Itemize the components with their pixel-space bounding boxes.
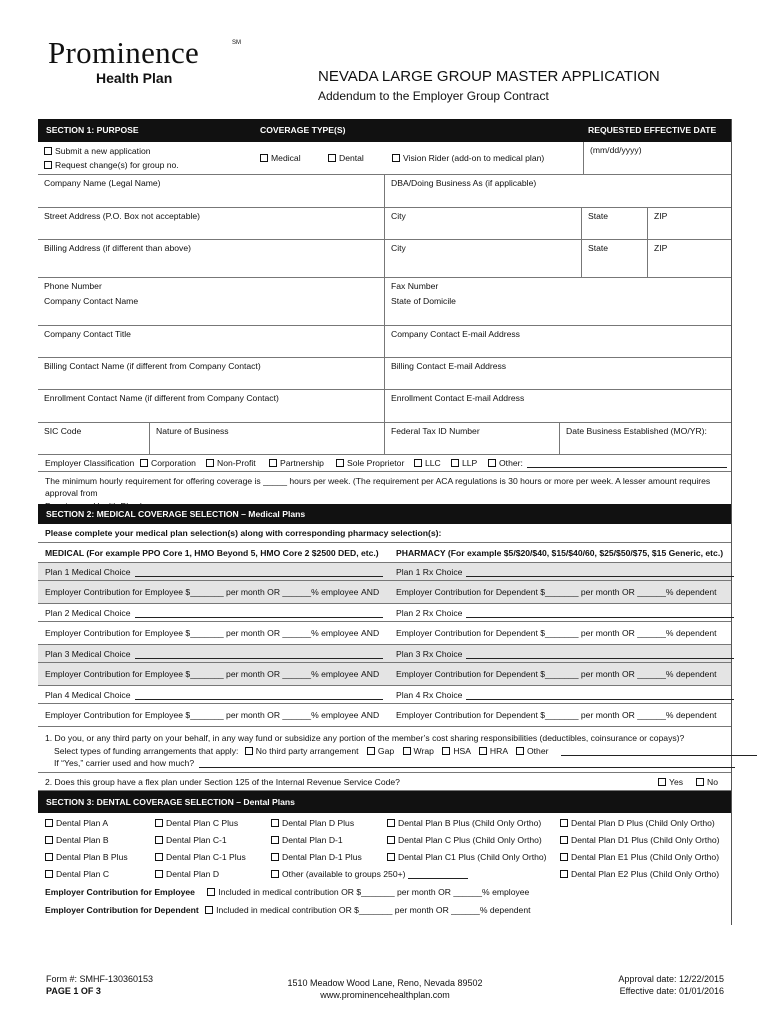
sic-row bbox=[38, 423, 731, 455]
purpose-row bbox=[38, 142, 731, 175]
coverage-types-title: COVERAGE TYPE(S) bbox=[260, 125, 346, 136]
plan-contrib-row bbox=[38, 581, 731, 604]
yes-label: Yes bbox=[669, 777, 684, 787]
contact-title-row bbox=[38, 326, 731, 358]
dependent-contribution[interactable]: Employer Contribution for Dependent $_______ per month OR ______% dependent bbox=[396, 587, 717, 597]
dental-dep-text: Included in medical contribution OR $_______ per month OR ______% dependent bbox=[216, 905, 531, 915]
no-label: No bbox=[707, 777, 718, 787]
checkbox[interactable] bbox=[206, 459, 214, 467]
enroll-contact-field[interactable] bbox=[38, 390, 385, 422]
and-label: AND bbox=[361, 710, 380, 720]
dental-plan-label: Dental Plan C1 Plus (Child Only Ortho) bbox=[398, 852, 547, 862]
fax-field[interactable] bbox=[385, 278, 731, 293]
prominence-logo bbox=[48, 34, 248, 94]
rx-choice-label: Plan 1 Rx Choice bbox=[396, 567, 463, 577]
checkbox[interactable] bbox=[328, 154, 336, 162]
rx-choice-label: Plan 2 Rx Choice bbox=[396, 608, 463, 618]
dental-plan-option[interactable] bbox=[155, 852, 246, 862]
hours-note-1: The minimum hourly requirement for offering coverage is _____ hours per week. (The requirement per ACA regulations is 30 hours or more per week. A lesser amount requires approval from bbox=[45, 476, 711, 499]
dental-plan-label: Dental Plan C-1 bbox=[166, 835, 227, 845]
hsa-label: HSA bbox=[453, 746, 471, 756]
checkbox[interactable] bbox=[45, 819, 53, 827]
corp-label: Corporation bbox=[151, 458, 196, 468]
other-label: Other: bbox=[499, 458, 523, 468]
gap-option[interactable] bbox=[367, 746, 394, 756]
checkbox[interactable] bbox=[260, 154, 268, 162]
plan-contrib-row bbox=[38, 704, 731, 727]
checkbox[interactable] bbox=[479, 747, 487, 755]
dental-plan-option[interactable] bbox=[271, 835, 343, 845]
hours-note bbox=[38, 472, 731, 504]
nature-label: Nature of Business bbox=[156, 426, 229, 436]
pharmacy-head: PHARMACY (For example $5/$20/$40, $15/$40/60, $25/$50/$75, $15 Generic, etc.) bbox=[396, 548, 724, 558]
no-third-label: No third party arrangement bbox=[255, 746, 359, 756]
dental-label: Dental bbox=[339, 153, 364, 163]
if-yes-label: If “Yes,” carrier used and how much? bbox=[54, 758, 195, 768]
rx-choice-line[interactable] bbox=[466, 617, 734, 618]
zip-field[interactable] bbox=[648, 208, 731, 239]
hra-label: HRA bbox=[489, 746, 508, 756]
dental-plan-option[interactable] bbox=[560, 835, 720, 845]
billing-state-label: State bbox=[588, 243, 609, 253]
checkbox[interactable] bbox=[269, 459, 277, 467]
billing-row bbox=[38, 240, 731, 278]
q1-select-label: Select types of funding arrangements that apply: bbox=[54, 746, 239, 756]
sole-option[interactable] bbox=[336, 458, 404, 468]
dental-plan-option[interactable] bbox=[45, 869, 109, 879]
plan-contrib-row bbox=[38, 622, 731, 645]
company-name-label: Company Name (Legal Name) bbox=[44, 178, 161, 188]
medical-choice[interactable] bbox=[45, 690, 383, 700]
dental-plan-option[interactable] bbox=[387, 835, 542, 845]
domicile-field[interactable] bbox=[385, 293, 731, 325]
dental-plan-label: Dental Plan C Plus (Child Only Ortho) bbox=[398, 835, 542, 845]
page-subtitle: Addendum to the Employer Group Contract bbox=[318, 89, 549, 103]
billing-contact-field[interactable] bbox=[38, 358, 385, 389]
dental-plan-option[interactable] bbox=[45, 852, 128, 862]
checkbox[interactable] bbox=[44, 147, 52, 155]
medical-choice-label: Plan 2 Medical Choice bbox=[45, 608, 131, 618]
if-yes-row bbox=[54, 758, 735, 768]
llp-option[interactable] bbox=[451, 458, 477, 468]
logo-sub: Health Plan bbox=[96, 70, 173, 86]
effective-date-title: REQUESTED EFFECTIVE DATE bbox=[588, 125, 717, 136]
rx-choice[interactable] bbox=[396, 690, 734, 700]
section-3-bar bbox=[38, 791, 731, 813]
footer-right bbox=[618, 974, 724, 997]
dental-plan-option[interactable] bbox=[271, 852, 362, 862]
taxid-field[interactable] bbox=[385, 423, 560, 454]
if-yes-line[interactable] bbox=[199, 767, 735, 768]
medical-choice-label: Plan 3 Medical Choice bbox=[45, 649, 131, 659]
dental-plan-option[interactable] bbox=[271, 869, 468, 879]
sic-field[interactable] bbox=[38, 423, 150, 454]
dental-plan-label: Dental Plan C-1 Plus bbox=[166, 852, 246, 862]
checkbox[interactable] bbox=[560, 836, 568, 844]
nature-field[interactable] bbox=[150, 423, 385, 454]
checkbox[interactable] bbox=[442, 747, 450, 755]
wrap-option[interactable] bbox=[403, 746, 434, 756]
employee-contribution[interactable]: Employer Contribution for Employee $_______ per month OR ______% employee bbox=[45, 710, 359, 720]
hsa-option[interactable] bbox=[442, 746, 470, 756]
plan-choice-row bbox=[38, 563, 731, 581]
q2-row bbox=[38, 773, 731, 791]
dental-option[interactable] bbox=[328, 153, 364, 163]
dental-plan-option[interactable] bbox=[387, 852, 547, 862]
checkbox[interactable] bbox=[387, 853, 395, 861]
checkbox[interactable] bbox=[140, 459, 148, 467]
sole-label: Sole Proprietor bbox=[347, 458, 405, 468]
medical-choice-label: Plan 1 Medical Choice bbox=[45, 567, 131, 577]
website-link[interactable]: www.prominencehealthplan.com bbox=[320, 989, 450, 1000]
checkbox[interactable] bbox=[414, 459, 422, 467]
dental-plan-option[interactable] bbox=[560, 818, 715, 828]
dental-plan-label: Dental Plan B bbox=[56, 835, 109, 845]
checkbox[interactable] bbox=[367, 747, 375, 755]
medical-choice-label: Plan 4 Medical Choice bbox=[45, 690, 131, 700]
rx-choice-line[interactable] bbox=[466, 658, 734, 659]
purpose-cell bbox=[38, 142, 584, 174]
medical-option[interactable] bbox=[260, 153, 301, 163]
date-established-field[interactable] bbox=[560, 423, 731, 454]
contact-name-label: Company Contact Name bbox=[44, 296, 139, 306]
date-format-label: (mm/dd/yyyy) bbox=[590, 145, 642, 155]
medical-choice[interactable] bbox=[45, 567, 383, 577]
dental-emp-text: Included in medical contribution OR $_______ per month OR ______% employee bbox=[218, 887, 530, 897]
rx-choice[interactable] bbox=[396, 567, 734, 577]
state-label: State bbox=[588, 211, 609, 221]
company-row bbox=[38, 175, 731, 208]
nonprofit-label: Non-Profit bbox=[217, 458, 256, 468]
contact-email-field[interactable] bbox=[385, 326, 731, 357]
other-option[interactable] bbox=[488, 458, 727, 468]
q1-select-row bbox=[54, 746, 757, 756]
dental-contrib bbox=[38, 885, 731, 925]
gap-label: Gap bbox=[377, 746, 395, 756]
dba-label: DBA/Doing Business As (if applicable) bbox=[391, 178, 537, 188]
dental-plan-label: Dental Plan E2 Plus (Child Only Ortho) bbox=[571, 869, 720, 879]
checkbox[interactable] bbox=[45, 836, 53, 844]
llc-option[interactable] bbox=[414, 458, 441, 468]
medical-choice[interactable] bbox=[45, 608, 383, 618]
section-1-title: SECTION 1: PURPOSE bbox=[46, 125, 139, 136]
rx-choice-label: Plan 3 Rx Choice bbox=[396, 649, 463, 659]
checkbox[interactable] bbox=[271, 819, 279, 827]
dental-plan-label: Dental Plan D bbox=[166, 869, 220, 879]
taxid-label: Federal Tax ID Number bbox=[391, 426, 480, 436]
street-row bbox=[38, 208, 731, 240]
dental-emp-row bbox=[45, 887, 529, 897]
checkbox[interactable] bbox=[271, 836, 279, 844]
billing-state-field[interactable] bbox=[582, 240, 648, 277]
dental-emp-option[interactable] bbox=[207, 887, 529, 897]
checkbox[interactable] bbox=[155, 853, 163, 861]
domicile-label: State of Domicile bbox=[391, 296, 456, 306]
plan-choice-row bbox=[38, 604, 731, 622]
address: 1510 Meadow Wood Lane, Reno, Nevada 89502 bbox=[287, 978, 483, 988]
checkbox[interactable] bbox=[205, 906, 213, 914]
submit-new-option[interactable] bbox=[44, 146, 151, 156]
dental-plan-label: Dental Plan C Plus bbox=[166, 818, 239, 828]
submit-new-label: Submit a new application bbox=[55, 146, 151, 156]
and-label: AND bbox=[361, 587, 380, 597]
approval-date: Approval date: 12/22/2015 bbox=[618, 974, 724, 984]
checkbox[interactable] bbox=[155, 819, 163, 827]
partnership-label: Partnership bbox=[280, 458, 324, 468]
dental-plan-label: Dental Plan E1 Plus (Child Only Ortho) bbox=[571, 852, 720, 862]
street-field[interactable] bbox=[38, 208, 385, 239]
checkbox[interactable] bbox=[245, 747, 253, 755]
fax-label: Fax Number bbox=[391, 281, 439, 291]
phone-row bbox=[38, 278, 731, 293]
plan-choice-row bbox=[38, 686, 731, 704]
contact-title-label: Company Contact Title bbox=[44, 329, 131, 339]
other-dental-line[interactable] bbox=[408, 878, 468, 879]
dental-plan-option[interactable] bbox=[45, 818, 108, 828]
dental-plans-grid bbox=[38, 813, 731, 885]
q2-text: 2. Does this group have a flex plan under Section 125 of the Internal Revenue Service Code? bbox=[45, 777, 400, 787]
contact-email-label: Company Contact E-mail Address bbox=[391, 329, 520, 339]
request-change-label: Request change(s) for group no. bbox=[55, 160, 179, 170]
dental-plan-label: Dental Plan B Plus bbox=[56, 852, 128, 862]
dba-field[interactable] bbox=[385, 175, 731, 207]
medical-label: Medical bbox=[271, 153, 301, 163]
dental-plan-label: Dental Plan D-1 Plus bbox=[282, 852, 362, 862]
dental-plan-option[interactable] bbox=[45, 835, 109, 845]
checkbox[interactable] bbox=[387, 836, 395, 844]
plan-contrib-row bbox=[38, 663, 731, 686]
checkbox[interactable] bbox=[45, 853, 53, 861]
checkbox[interactable] bbox=[155, 836, 163, 844]
billing-address-label: Billing Address (if different than above) bbox=[44, 243, 191, 253]
billing-email-field[interactable] bbox=[385, 358, 731, 389]
enroll-contact-label: Enrollment Contact Name (if different from Company Contact) bbox=[44, 393, 279, 403]
enroll-contact-row bbox=[38, 390, 731, 423]
medical-choice-line[interactable] bbox=[135, 617, 383, 618]
contact-name-field[interactable] bbox=[38, 293, 385, 325]
date-established-label: Date Business Established (MO/YR): bbox=[566, 426, 707, 436]
state-field[interactable] bbox=[582, 208, 648, 239]
emp-class-label: Employer Classification bbox=[45, 458, 135, 468]
rx-choice[interactable] bbox=[396, 649, 734, 659]
employee-contribution[interactable]: Employer Contribution for Employee $_______ per month OR ______% employee bbox=[45, 669, 359, 679]
flex-no-option[interactable] bbox=[696, 777, 718, 787]
section-3-title: SECTION 3: DENTAL COVERAGE SELECTION – Dental Plans bbox=[46, 796, 295, 807]
dental-plan-label: Other (available to groups 250+) bbox=[282, 869, 406, 879]
checkbox[interactable] bbox=[207, 888, 215, 896]
rx-choice-line[interactable] bbox=[466, 576, 734, 577]
dental-plan-label: Dental Plan D1 Plus (Child Only Ortho) bbox=[571, 835, 720, 845]
other-funding-option[interactable] bbox=[516, 746, 549, 756]
plan-choice-row bbox=[38, 645, 731, 663]
dental-emp-label: Employer Contribution for Employee bbox=[45, 887, 195, 897]
checkbox[interactable] bbox=[392, 154, 400, 162]
page-title: NEVADA LARGE GROUP MASTER APPLICATION bbox=[318, 68, 660, 85]
rx-choice-line[interactable] bbox=[466, 699, 734, 700]
dental-plan-label: Dental Plan B Plus (Child Only Ortho) bbox=[398, 818, 542, 828]
dental-plan-label: Dental Plan D-1 bbox=[282, 835, 343, 845]
medical-choice[interactable] bbox=[45, 649, 383, 659]
logo-sm: SM bbox=[232, 40, 241, 46]
billing-zip-label: ZIP bbox=[654, 243, 668, 253]
dental-plan-label: Dental Plan D Plus (Child Only Ortho) bbox=[571, 818, 715, 828]
checkbox[interactable] bbox=[560, 870, 568, 878]
corp-option[interactable] bbox=[140, 458, 196, 468]
contact-title-field[interactable] bbox=[38, 326, 385, 357]
section-2-instruction bbox=[38, 524, 731, 543]
dental-dep-label: Employer Contribution for Dependent bbox=[45, 905, 199, 915]
employer-class-row bbox=[38, 455, 731, 472]
billing-contact-row bbox=[38, 358, 731, 390]
dependent-contribution[interactable]: Employer Contribution for Dependent $_______ per month OR ______% dependent bbox=[396, 628, 717, 638]
hra-option[interactable] bbox=[479, 746, 508, 756]
effective-date-field[interactable] bbox=[584, 142, 731, 174]
dental-plan-option[interactable] bbox=[155, 818, 238, 828]
and-label: AND bbox=[361, 628, 380, 638]
dental-plan-option[interactable] bbox=[155, 835, 227, 845]
enroll-email-field[interactable] bbox=[385, 390, 731, 422]
employee-contribution[interactable]: Employer Contribution for Employee $_______ per month OR ______% employee bbox=[45, 628, 359, 638]
dental-dep-option[interactable] bbox=[205, 905, 530, 915]
checkbox[interactable] bbox=[387, 819, 395, 827]
dental-plan-label: Dental Plan C bbox=[56, 869, 110, 879]
section-2-heads bbox=[38, 543, 731, 563]
dependent-contribution[interactable]: Employer Contribution for Dependent $_______ per month OR ______% dependent bbox=[396, 710, 717, 720]
llp-label: LLP bbox=[462, 458, 478, 468]
checkbox[interactable] bbox=[696, 778, 704, 786]
checkbox[interactable] bbox=[44, 161, 52, 169]
other-funding-line[interactable] bbox=[561, 755, 757, 756]
checkbox[interactable] bbox=[271, 853, 279, 861]
q1-text: 1. Do you, or any third party on your behalf, in any way fund or subsidize any portion of the member’s cost sharing responsibilities (deductibles, coinsurance or copays)? bbox=[45, 733, 685, 743]
vision-label: Vision Rider (add-on to medical plan) bbox=[403, 153, 545, 163]
street-label: Street Address (P.O. Box not acceptable) bbox=[44, 211, 201, 221]
company-name-field[interactable] bbox=[38, 175, 385, 207]
dental-plan-option[interactable] bbox=[560, 852, 719, 862]
checkbox[interactable] bbox=[488, 459, 496, 467]
section-2-title: SECTION 2: MEDICAL COVERAGE SELECTION – Medical Plans bbox=[46, 508, 306, 519]
dependent-contribution[interactable]: Employer Contribution for Dependent $_______ per month OR ______% dependent bbox=[396, 669, 717, 679]
dental-plan-option[interactable] bbox=[155, 869, 219, 879]
checkbox[interactable] bbox=[271, 870, 279, 878]
checkbox[interactable] bbox=[451, 459, 459, 467]
checkbox[interactable] bbox=[336, 459, 344, 467]
vision-option[interactable] bbox=[392, 153, 544, 163]
effective-date: Effective date: 01/01/2016 bbox=[619, 985, 724, 996]
q1-block bbox=[38, 727, 731, 773]
checkbox[interactable] bbox=[658, 778, 666, 786]
billing-city-field[interactable] bbox=[385, 240, 582, 277]
and-label: AND bbox=[361, 669, 380, 679]
medical-choice-line[interactable] bbox=[135, 576, 383, 577]
medical-choice-line[interactable] bbox=[135, 699, 383, 700]
billing-address-field[interactable] bbox=[38, 240, 385, 277]
medical-choice-line[interactable] bbox=[135, 658, 383, 659]
checkbox[interactable] bbox=[155, 870, 163, 878]
billing-city-label: City bbox=[391, 243, 406, 253]
wrap-label: Wrap bbox=[413, 746, 434, 756]
contact-row bbox=[38, 293, 731, 326]
dental-plan-option[interactable] bbox=[560, 869, 719, 879]
dental-plan-label: Dental Plan A bbox=[56, 818, 109, 828]
nonprofit-option[interactable] bbox=[206, 458, 256, 468]
phone-field[interactable] bbox=[38, 278, 385, 293]
no-third-option[interactable] bbox=[245, 746, 359, 756]
medical-head: MEDICAL (For example PPO Core 1, HMO Beyond 5, HMO Core 2 $2500 DED, etc.) bbox=[45, 548, 379, 558]
dental-dep-row bbox=[45, 905, 531, 915]
enroll-email-label: Enrollment Contact E-mail Address bbox=[391, 393, 525, 403]
logo-brand: Prominence bbox=[48, 35, 200, 70]
section-1-bar bbox=[38, 119, 731, 142]
instruction-text: Please complete your medical plan selection(s) along with corresponding pharmacy selection(s): bbox=[45, 528, 442, 538]
billing-contact-label: Billing Contact Name (if different from Company Contact) bbox=[44, 361, 261, 371]
checkbox[interactable] bbox=[403, 747, 411, 755]
form-number: Form #: SMHF-130360153 bbox=[46, 974, 154, 984]
checkbox[interactable] bbox=[516, 747, 524, 755]
zip-label: ZIP bbox=[654, 211, 668, 221]
checkbox[interactable] bbox=[560, 819, 568, 827]
billing-zip-field[interactable] bbox=[648, 240, 731, 277]
page-number: PAGE 1 OF 3 bbox=[46, 985, 101, 996]
other-line[interactable] bbox=[527, 467, 727, 468]
city-label: City bbox=[391, 211, 406, 221]
rx-choice[interactable] bbox=[396, 608, 734, 618]
application-form bbox=[38, 119, 732, 925]
dental-plan-option[interactable] bbox=[387, 818, 541, 828]
request-change-option[interactable] bbox=[44, 160, 179, 170]
checkbox[interactable] bbox=[560, 853, 568, 861]
billing-email-label: Billing Contact E-mail Address bbox=[391, 361, 507, 371]
city-field[interactable] bbox=[385, 208, 582, 239]
llc-label: LLC bbox=[425, 458, 441, 468]
rx-choice-label: Plan 4 Rx Choice bbox=[396, 690, 463, 700]
plans-list bbox=[38, 563, 731, 727]
sic-label: SIC Code bbox=[44, 426, 82, 436]
phone-label: Phone Number bbox=[44, 281, 102, 291]
employee-contribution[interactable]: Employer Contribution for Employee $_______ per month OR ______% employee bbox=[45, 587, 359, 597]
other-funding-label: Other bbox=[526, 746, 549, 756]
flex-yes-option[interactable] bbox=[658, 777, 683, 787]
section-2-bar bbox=[38, 504, 731, 524]
partnership-option[interactable] bbox=[269, 458, 324, 468]
checkbox[interactable] bbox=[45, 870, 53, 878]
dental-plan-label: Dental Plan D Plus bbox=[282, 818, 355, 828]
dental-plan-option[interactable] bbox=[271, 818, 354, 828]
